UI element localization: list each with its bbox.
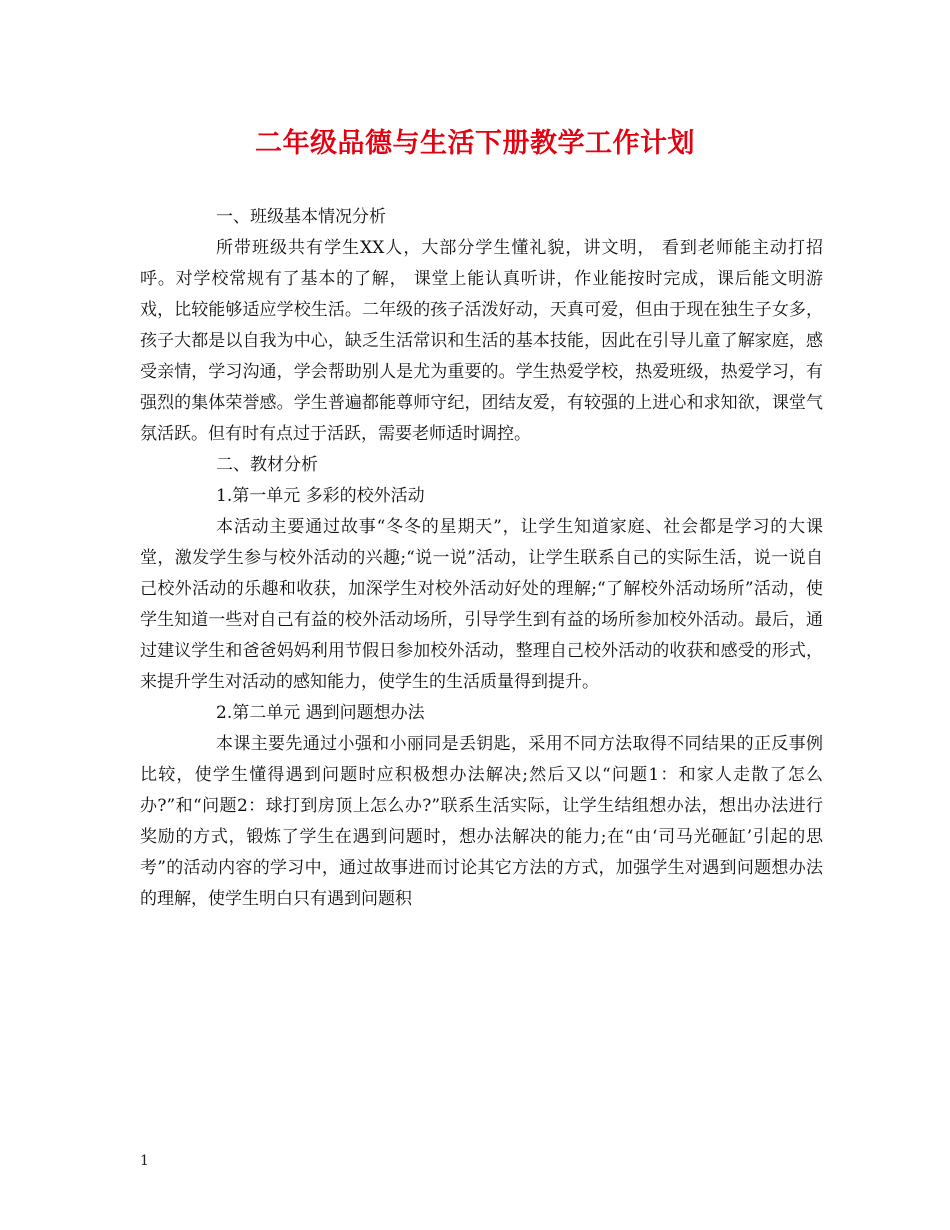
page-number: 1 [140,1153,149,1169]
paragraph-unit-2: 本课主要先通过小强和小丽同是丢钥匙，采用不同方法取得不同结果的正反事例比较，使学生懂得遇到问题时应积极想办法解决;然后又以“问题1：和家人走散了怎么办?”和“问题2：球打到房顶上怎么办?”联系生活实际，让学生结组想办法，想出办法进行奖励的方式，锻炼了学生在遇到问题时，想办法解决的能力;在“由‘司马光砸缸’引起的思考”的活动内容的学习中，通过故事进而讨论其它方法的方式，加强学生对遇到问题想办法的理解，使学生明白只有遇到问题积 [140,734,823,909]
unit-heading-1: 1.第一单元 多彩的校外活动 [216,486,425,506]
section-heading-textbook-analysis: 二、教材分析 [216,455,318,475]
document-title: 二年级品德与生活下册教学工作计划 [255,128,695,159]
paragraph-unit-1: 本活动主要通过故事“冬冬的星期天”，让学生知道家庭、社会都是学习的大课堂，激发学生参与校外活动的兴趣;“说一说”活动，让学生联系自己的实际生活，说一说自己校外活动的乐趣和收获，加深学生对校外活动好处的理解;“了解校外活动场所”活动，使学生知道一些对自己有益的校外活动场所，引导学生到有益的场所参加校外活动。最后，通过建议学生和爸爸妈妈利用节假日参加校外活动，整理自己校外活动的收获和感受的形式，来提升学生对活动的感知能力，使学生的生活质量得到提升。 [140,517,823,692]
section-heading-class-analysis: 一、班级基本情况分析 [216,207,386,227]
document-body [140,202,823,915]
paragraph-class-analysis: 所带班级共有学生XX人，大部分学生懂礼貌，讲文明， 看到老师能主动打招呼。对学校常规有了基本的了解， 课堂上能认真听讲，作业能按时完成，课后能文明游戏，比较能够适应学校生活。二年级的孩子活泼好动，天真可爱，但由于现在独生子女多，孩子大都是以自我为中心，缺乏生活常识和生活的基本技能，因此在引导儿童了解家庭，感受亲情，学习沟通，学会帮助别人是尤为重要的。学生热爱学校，热爱班级，热爱学习，有强烈的集体荣誉感。学生普遍都能尊师守纪，团结友爱，有较强的上进心和求知欲，课堂气氛活跃。但有时有点过于活跃，需要老师适时调控。 [140,238,823,444]
unit-heading-2: 2.第二单元 遇到问题想办法 [216,703,425,723]
